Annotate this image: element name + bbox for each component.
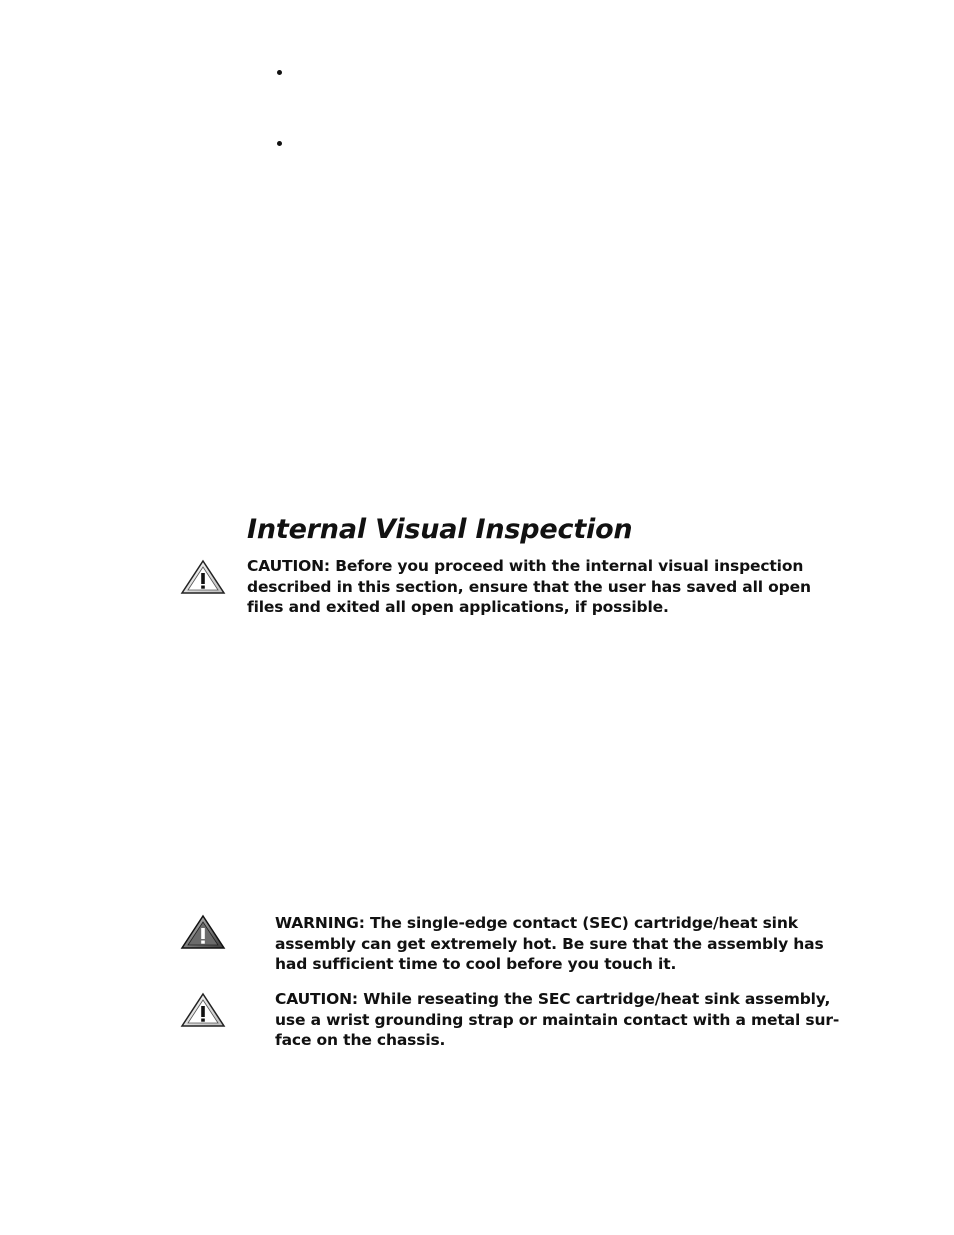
warning-notice-text: WARNING: The single-edge contact (SEC) cartridge/heat sink assembly can get extremely hot. Be sure that the assembly has had sufficient time to cool before you touch it.: [275, 914, 824, 973]
section-heading: Internal Visual Inspection: [247, 514, 633, 545]
warning-triangle-icon: [180, 914, 226, 950]
caution-notice-text: CAUTION: Before you proceed with the internal visual inspection described in this section, ensure that the user has saved all open files and exited all open applications, if possible.: [247, 557, 811, 616]
caution-triangle-icon: [180, 559, 226, 595]
list-bullet: [277, 70, 282, 75]
caution-notice-text: CAUTION: While reseating the SEC cartridge/heat sink assembly, use a wrist grounding strap or maintain contact with a metal sur- face on the chassis.: [275, 990, 840, 1049]
list-bullet: [277, 141, 282, 146]
caution-triangle-icon: [180, 992, 226, 1028]
